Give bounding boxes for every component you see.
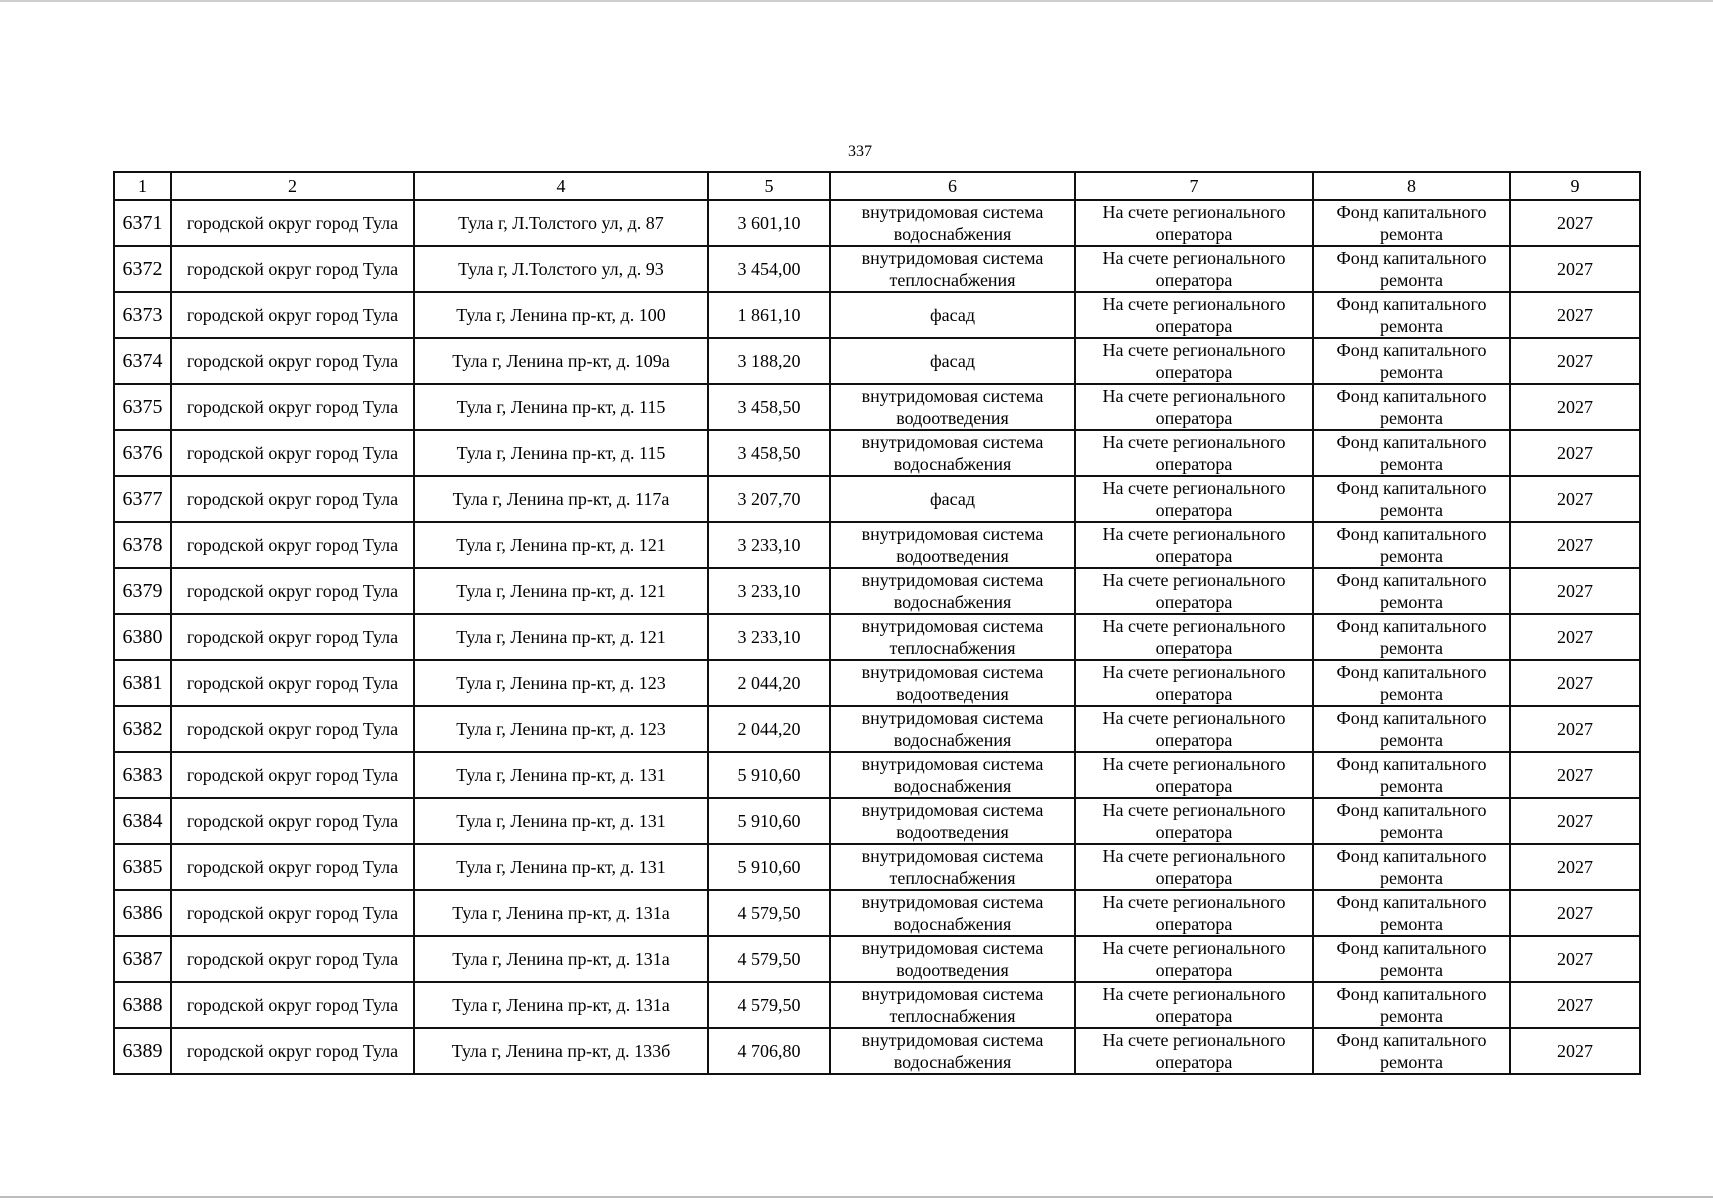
work-type-cell: внутридомовая система водоснабжения <box>830 890 1075 936</box>
work-type-cell: фасад <box>830 476 1075 522</box>
year-cell: 2027 <box>1510 476 1640 522</box>
work-type-cell: фасад <box>830 292 1075 338</box>
work-type-cell: внутридомовая система водоснабжения <box>830 568 1075 614</box>
column-header: 5 <box>708 172 830 200</box>
area-cell: 3 454,00 <box>708 246 830 292</box>
area-cell: 1 861,10 <box>708 292 830 338</box>
fund-cell: Фонд капитального ремонта <box>1313 522 1510 568</box>
address-cell: Тула г, Ленина пр-кт, д. 100 <box>414 292 708 338</box>
municipality-cell: городской округ город Тула <box>171 568 414 614</box>
table-row <box>114 200 1640 246</box>
area-cell: 5 910,60 <box>708 752 830 798</box>
year-cell: 2027 <box>1510 384 1640 430</box>
row-number-cell: 6382 <box>114 706 171 752</box>
column-header: 7 <box>1075 172 1313 200</box>
area-cell: 4 579,50 <box>708 982 830 1028</box>
fund-cell: Фонд капитального ремонта <box>1313 890 1510 936</box>
municipality-cell: городской округ город Тула <box>171 200 414 246</box>
table-row <box>114 476 1640 522</box>
municipality-cell: городской округ город Тула <box>171 660 414 706</box>
year-cell: 2027 <box>1510 752 1640 798</box>
fund-cell: Фонд капитального ремонта <box>1313 936 1510 982</box>
work-type-cell: внутридомовая система водоснабжения <box>830 200 1075 246</box>
address-cell: Тула г, Ленина пр-кт, д. 123 <box>414 660 708 706</box>
area-cell: 2 044,20 <box>708 706 830 752</box>
municipality-cell: городской округ город Тула <box>171 246 414 292</box>
account-cell: На счете регионального оператора <box>1075 844 1313 890</box>
municipality-cell: городской округ город Тула <box>171 476 414 522</box>
page-number: 337 <box>848 143 872 160</box>
capital-repair-table <box>113 171 1641 1075</box>
year-cell: 2027 <box>1510 522 1640 568</box>
fund-cell: Фонд капитального ремонта <box>1313 384 1510 430</box>
table-row <box>114 568 1640 614</box>
municipality-cell: городской округ город Тула <box>171 384 414 430</box>
address-cell: Тула г, Ленина пр-кт, д. 131а <box>414 936 708 982</box>
row-number-cell: 6385 <box>114 844 171 890</box>
row-number-cell: 6374 <box>114 338 171 384</box>
year-cell: 2027 <box>1510 614 1640 660</box>
account-cell: На счете регионального оператора <box>1075 1028 1313 1074</box>
year-cell: 2027 <box>1510 1028 1640 1074</box>
row-number-cell: 6387 <box>114 936 171 982</box>
row-number-cell: 6378 <box>114 522 171 568</box>
table-body <box>114 200 1640 1074</box>
year-cell: 2027 <box>1510 200 1640 246</box>
address-cell: Тула г, Ленина пр-кт, д. 117а <box>414 476 708 522</box>
fund-cell: Фонд капитального ремонта <box>1313 706 1510 752</box>
area-cell: 3 233,10 <box>708 614 830 660</box>
account-cell: На счете регионального оператора <box>1075 752 1313 798</box>
column-header: 8 <box>1313 172 1510 200</box>
fund-cell: Фонд капитального ремонта <box>1313 338 1510 384</box>
work-type-cell: внутридомовая система водоотведения <box>830 936 1075 982</box>
fund-cell: Фонд капитального ремонта <box>1313 844 1510 890</box>
fund-cell: Фонд капитального ремонта <box>1313 614 1510 660</box>
fund-cell: Фонд капитального ремонта <box>1313 200 1510 246</box>
row-number-cell: 6384 <box>114 798 171 844</box>
work-type-cell: внутридомовая система теплоснабжения <box>830 246 1075 292</box>
account-cell: На счете регионального оператора <box>1075 522 1313 568</box>
table-row <box>114 246 1640 292</box>
account-cell: На счете регионального оператора <box>1075 890 1313 936</box>
row-number-cell: 6375 <box>114 384 171 430</box>
table-row <box>114 982 1640 1028</box>
municipality-cell: городской округ город Тула <box>171 338 414 384</box>
account-cell: На счете регионального оператора <box>1075 706 1313 752</box>
column-header: 2 <box>171 172 414 200</box>
table-row <box>114 798 1640 844</box>
year-cell: 2027 <box>1510 430 1640 476</box>
account-cell: На счете регионального оператора <box>1075 292 1313 338</box>
year-cell: 2027 <box>1510 338 1640 384</box>
row-number-cell: 6389 <box>114 1028 171 1074</box>
table-row <box>114 844 1640 890</box>
column-header: 6 <box>830 172 1075 200</box>
scan-edge-bottom <box>0 1196 1713 1198</box>
table-row <box>114 890 1640 936</box>
table-row <box>114 338 1640 384</box>
area-cell: 3 601,10 <box>708 200 830 246</box>
row-number-cell: 6371 <box>114 200 171 246</box>
table-row <box>114 706 1640 752</box>
municipality-cell: городской округ город Тула <box>171 752 414 798</box>
work-type-cell: фасад <box>830 338 1075 384</box>
account-cell: На счете регионального оператора <box>1075 246 1313 292</box>
area-cell: 3 458,50 <box>708 384 830 430</box>
account-cell: На счете регионального оператора <box>1075 982 1313 1028</box>
work-type-cell: внутридомовая система водоотведения <box>830 522 1075 568</box>
year-cell: 2027 <box>1510 982 1640 1028</box>
year-cell: 2027 <box>1510 660 1640 706</box>
area-cell: 4 579,50 <box>708 890 830 936</box>
table-row <box>114 384 1640 430</box>
work-type-cell: внутридомовая система водоотведения <box>830 660 1075 706</box>
work-type-cell: внутридомовая система водоснабжения <box>830 706 1075 752</box>
year-cell: 2027 <box>1510 706 1640 752</box>
fund-cell: Фонд капитального ремонта <box>1313 476 1510 522</box>
area-cell: 3 233,10 <box>708 568 830 614</box>
account-cell: На счете регионального оператора <box>1075 798 1313 844</box>
work-type-cell: внутридомовая система теплоснабжения <box>830 614 1075 660</box>
address-cell: Тула г, Л.Толстого ул, д. 93 <box>414 246 708 292</box>
area-cell: 5 910,60 <box>708 798 830 844</box>
year-cell: 2027 <box>1510 798 1640 844</box>
row-number-cell: 6388 <box>114 982 171 1028</box>
fund-cell: Фонд капитального ремонта <box>1313 660 1510 706</box>
table-row <box>114 614 1640 660</box>
column-header: 1 <box>114 172 171 200</box>
address-cell: Тула г, Ленина пр-кт, д. 123 <box>414 706 708 752</box>
year-cell: 2027 <box>1510 844 1640 890</box>
row-number-cell: 6381 <box>114 660 171 706</box>
address-cell: Тула г, Ленина пр-кт, д. 131 <box>414 752 708 798</box>
work-type-cell: внутридомовая система водоснабжения <box>830 752 1075 798</box>
address-cell: Тула г, Ленина пр-кт, д. 133б <box>414 1028 708 1074</box>
account-cell: На счете регионального оператора <box>1075 614 1313 660</box>
area-cell: 3 458,50 <box>708 430 830 476</box>
work-type-cell: внутридомовая система теплоснабжения <box>830 982 1075 1028</box>
year-cell: 2027 <box>1510 292 1640 338</box>
table-row <box>114 660 1640 706</box>
address-cell: Тула г, Ленина пр-кт, д. 121 <box>414 614 708 660</box>
header-row <box>114 172 1640 200</box>
address-cell: Тула г, Ленина пр-кт, д. 131 <box>414 798 708 844</box>
address-cell: Тула г, Ленина пр-кт, д. 131а <box>414 982 708 1028</box>
fund-cell: Фонд капитального ремонта <box>1313 430 1510 476</box>
work-type-cell: внутридомовая система водоотведения <box>830 798 1075 844</box>
fund-cell: Фонд капитального ремонта <box>1313 246 1510 292</box>
table-row <box>114 522 1640 568</box>
row-number-cell: 6377 <box>114 476 171 522</box>
area-cell: 4 706,80 <box>708 1028 830 1074</box>
municipality-cell: городской округ город Тула <box>171 798 414 844</box>
scan-edge-top <box>0 0 1713 2</box>
work-type-cell: внутридомовая система водоснабжения <box>830 430 1075 476</box>
municipality-cell: городской округ город Тула <box>171 614 414 660</box>
year-cell: 2027 <box>1510 568 1640 614</box>
address-cell: Тула г, Ленина пр-кт, д. 115 <box>414 384 708 430</box>
municipality-cell: городской округ город Тула <box>171 706 414 752</box>
municipality-cell: городской округ город Тула <box>171 430 414 476</box>
table-row <box>114 752 1640 798</box>
table-row <box>114 292 1640 338</box>
row-number-cell: 6383 <box>114 752 171 798</box>
account-cell: На счете регионального оператора <box>1075 936 1313 982</box>
fund-cell: Фонд капитального ремонта <box>1313 292 1510 338</box>
fund-cell: Фонд капитального ремонта <box>1313 568 1510 614</box>
fund-cell: Фонд капитального ремонта <box>1313 752 1510 798</box>
account-cell: На счете регионального оператора <box>1075 476 1313 522</box>
work-type-cell: внутридомовая система теплоснабжения <box>830 844 1075 890</box>
row-number-cell: 6379 <box>114 568 171 614</box>
fund-cell: Фонд капитального ремонта <box>1313 982 1510 1028</box>
table-row <box>114 1028 1640 1074</box>
table-row <box>114 430 1640 476</box>
address-cell: Тула г, Л.Толстого ул, д. 87 <box>414 200 708 246</box>
fund-cell: Фонд капитального ремонта <box>1313 1028 1510 1074</box>
fund-cell: Фонд капитального ремонта <box>1313 798 1510 844</box>
municipality-cell: городской округ город Тула <box>171 292 414 338</box>
column-header: 9 <box>1510 172 1640 200</box>
row-number-cell: 6380 <box>114 614 171 660</box>
column-header: 4 <box>414 172 708 200</box>
municipality-cell: городской округ город Тула <box>171 936 414 982</box>
area-cell: 4 579,50 <box>708 936 830 982</box>
area-cell: 2 044,20 <box>708 660 830 706</box>
account-cell: На счете регионального оператора <box>1075 200 1313 246</box>
area-cell: 3 188,20 <box>708 338 830 384</box>
row-number-cell: 6372 <box>114 246 171 292</box>
work-type-cell: внутридомовая система водоснабжения <box>830 1028 1075 1074</box>
table-row <box>114 936 1640 982</box>
account-cell: На счете регионального оператора <box>1075 660 1313 706</box>
year-cell: 2027 <box>1510 246 1640 292</box>
address-cell: Тула г, Ленина пр-кт, д. 115 <box>414 430 708 476</box>
account-cell: На счете регионального оператора <box>1075 568 1313 614</box>
address-cell: Тула г, Ленина пр-кт, д. 131а <box>414 890 708 936</box>
area-cell: 3 207,70 <box>708 476 830 522</box>
row-number-cell: 6386 <box>114 890 171 936</box>
municipality-cell: городской округ город Тула <box>171 844 414 890</box>
account-cell: На счете регионального оператора <box>1075 430 1313 476</box>
municipality-cell: городской округ город Тула <box>171 1028 414 1074</box>
area-cell: 5 910,60 <box>708 844 830 890</box>
area-cell: 3 233,10 <box>708 522 830 568</box>
municipality-cell: городской округ город Тула <box>171 982 414 1028</box>
year-cell: 2027 <box>1510 890 1640 936</box>
account-cell: На счете регионального оператора <box>1075 384 1313 430</box>
address-cell: Тула г, Ленина пр-кт, д. 131 <box>414 844 708 890</box>
municipality-cell: городской округ город Тула <box>171 890 414 936</box>
year-cell: 2027 <box>1510 936 1640 982</box>
address-cell: Тула г, Ленина пр-кт, д. 121 <box>414 568 708 614</box>
row-number-cell: 6376 <box>114 430 171 476</box>
row-number-cell: 6373 <box>114 292 171 338</box>
account-cell: На счете регионального оператора <box>1075 338 1313 384</box>
work-type-cell: внутридомовая система водоотведения <box>830 384 1075 430</box>
address-cell: Тула г, Ленина пр-кт, д. 109а <box>414 338 708 384</box>
municipality-cell: городской округ город Тула <box>171 522 414 568</box>
address-cell: Тула г, Ленина пр-кт, д. 121 <box>414 522 708 568</box>
